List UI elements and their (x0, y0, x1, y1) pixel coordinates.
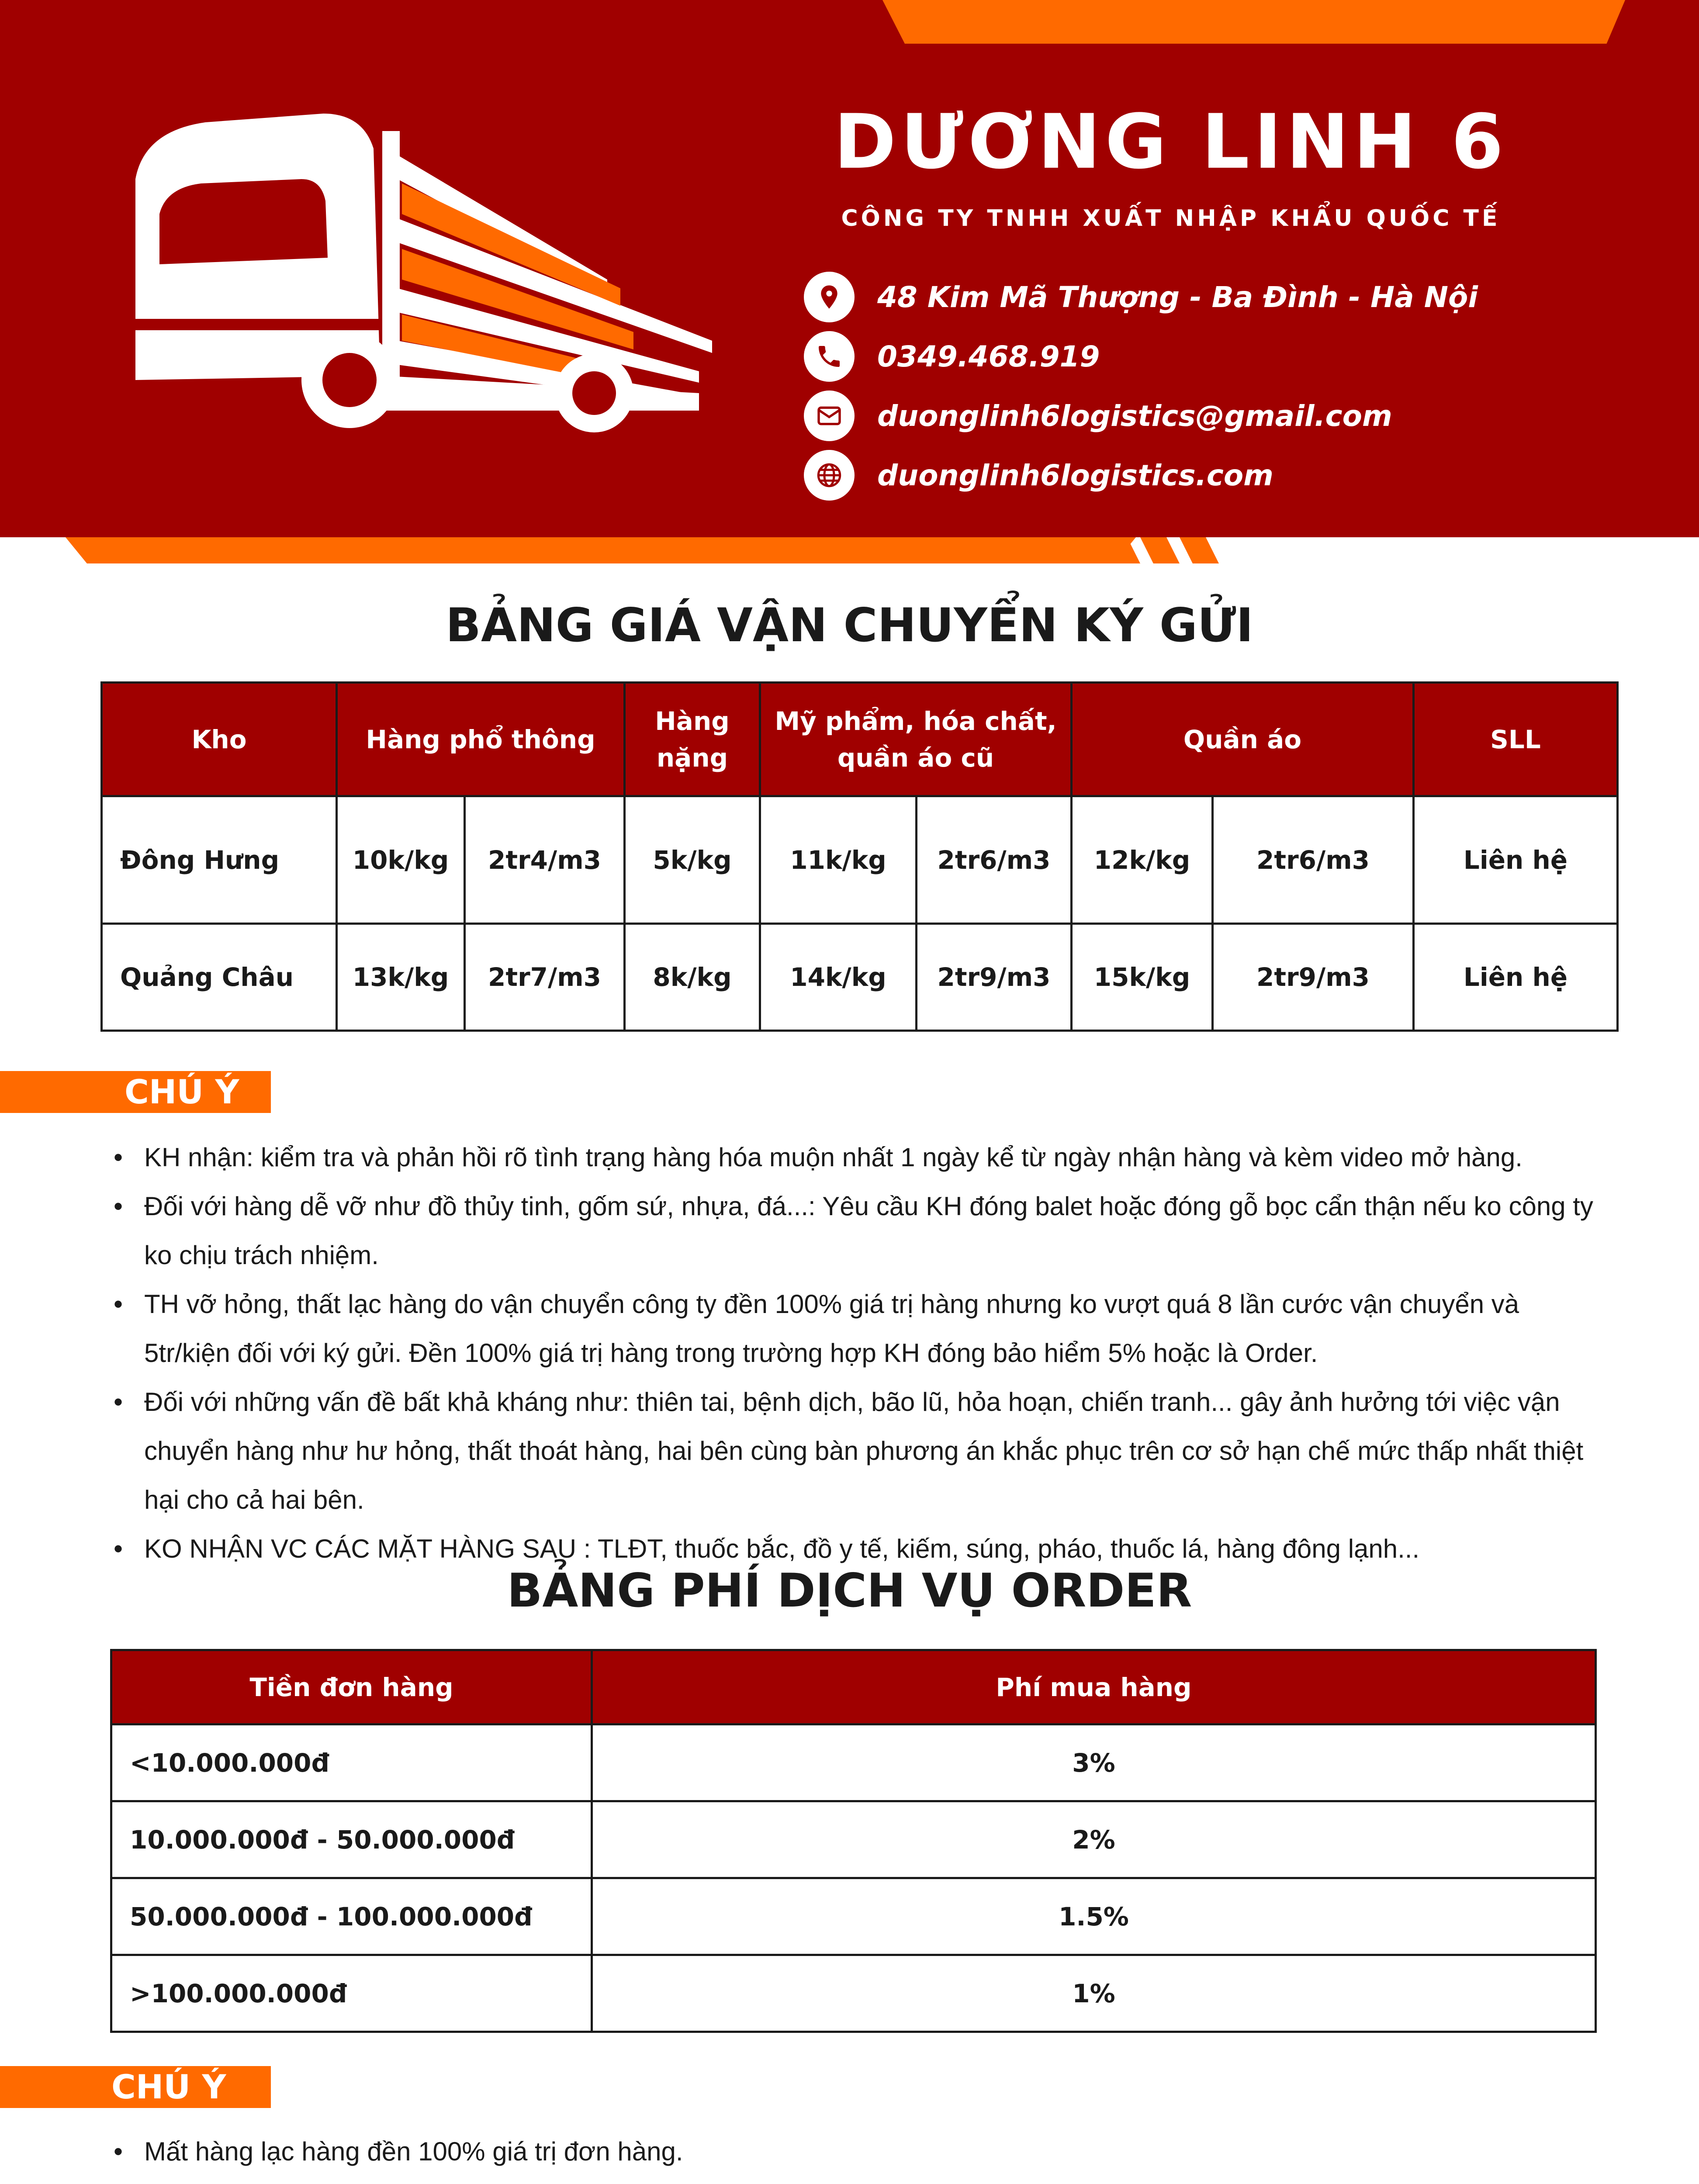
mail-icon (804, 390, 855, 441)
list-item: • KH nhận: kiểm tra và phản hồi rõ tình trạng hàng hóa muộn nhất 1 ngày kể từ ngày nhận hàng và kèm video mở hàng. (114, 1133, 1599, 1182)
price-cell: 2tr6/m3 (917, 796, 1072, 924)
contact-website (804, 449, 1273, 501)
order-range-cell: 50.000.000đ - 100.000.000đ (111, 1878, 592, 1955)
note-label: CHÚ Ý (0, 1071, 271, 1113)
table-row (111, 1878, 1596, 1955)
location-pin-icon (804, 272, 855, 322)
price-cell: 13k/kg (337, 924, 465, 1031)
shipping-title: BẢNG GIÁ VẬN CHUYỂN KÝ GỬI (446, 598, 1253, 652)
phone-text[interactable]: 0349.468.919 (877, 339, 1100, 373)
fee-cell: 3% (592, 1724, 1596, 1801)
order-range-cell: 10.000.000đ - 50.000.000đ (111, 1801, 592, 1878)
order-title: BẢNG PHÍ DỊCH VỤ ORDER (507, 1564, 1192, 1617)
price-cell: 15k/kg (1072, 924, 1213, 1031)
table-row (102, 796, 1618, 924)
shipping-price-table (100, 681, 1619, 1032)
brand-name: DƯƠNG LINH 6 (834, 98, 1508, 186)
contact-email (804, 390, 1392, 442)
price-cell: Liên hệ (1414, 924, 1618, 1031)
table-row (111, 1955, 1596, 2032)
order-notes-list (114, 2127, 1599, 2184)
list-item: • Mất hàng lạc hàng đền 100% giá trị đơn hàng. (114, 2127, 1599, 2176)
email-link[interactable]: duonglinh6logistics@gmail.com (877, 399, 1392, 433)
column-header: Kho (102, 683, 337, 796)
table-row (111, 1801, 1596, 1878)
contact-phone (804, 330, 1100, 383)
fee-cell: 2% (592, 1801, 1596, 1878)
table-header-row (102, 683, 1618, 796)
list-item: • Đối với hàng dễ vỡ như đồ thủy tinh, gốm sứ, nhựa, đá...: Yêu cầu KH đóng balet hoặc đóng gỗ bọc cẩn thận nếu ko công ty ko chịu trách nhiệm. (114, 1182, 1599, 1280)
address-text: 48 Kim Mã Thượng - Ba Đình - Hà Nội (877, 280, 1478, 314)
header-banner (0, 0, 1699, 537)
header-accent-stripes (1092, 537, 1267, 563)
phone-icon (804, 331, 855, 382)
order-range-cell: >100.000.000đ (111, 1955, 592, 2032)
price-cell: 12k/kg (1072, 796, 1213, 924)
table-header-row (111, 1650, 1596, 1724)
table-row (111, 1724, 1596, 1801)
column-header: Phí mua hàng (592, 1650, 1596, 1724)
globe-icon (804, 450, 855, 501)
truck-icon (118, 114, 721, 437)
list-item (114, 2176, 1599, 2184)
price-cell: 2tr9/m3 (1213, 924, 1414, 1031)
header-accent-top (882, 0, 1625, 44)
column-header: Hàng phổ thông (337, 683, 625, 796)
column-header: Tiền đơn hàng (111, 1650, 592, 1724)
price-cell: 2tr4/m3 (465, 796, 625, 924)
price-cell: 2tr7/m3 (465, 924, 625, 1031)
column-header: Mỹ phẩm, hóa chất, quần áo cũ (760, 683, 1072, 796)
list-item: • KO NHẬN VC CÁC MẶT HÀNG SAU : TLĐT, thuốc bắc, đồ y tế, kiếm, súng, pháo, thuốc lá, hàng đông lạnh... (114, 1524, 1599, 1573)
header-accent-bottom (66, 537, 1136, 563)
price-cell: 5k/kg (625, 796, 760, 924)
table-row (102, 924, 1618, 1031)
price-cell: 2tr9/m3 (917, 924, 1072, 1031)
fee-cell: 1.5% (592, 1878, 1596, 1955)
price-cell: 11k/kg (760, 796, 917, 924)
contact-address (804, 271, 1478, 323)
list-item: • TH vỡ hỏng, thất lạc hàng do vận chuyển công ty đền 100% giá trị hàng nhưng ko vượt quá 8 lần cước vận chuyển và 5tr/kiện đối với ký gửi. Đền 100% giá trị hàng trong trường hợp KH đóng bảo hiểm 5% hoặc là Order. (114, 1280, 1599, 1378)
column-header: SLL (1414, 683, 1618, 796)
price-cell: 10k/kg (337, 796, 465, 924)
list-item: • Đối với những vấn đề bất khả kháng như: thiên tai, bệnh dịch, bão lũ, hỏa hoạn, chiến tranh... gây ảnh hưởng tới việc vận chuyển hàng như hư hỏng, thất thoát hàng, hai bên cùng bàn phương án khắc phục trên cơ sở hạn chế mức thấp nhất thiệt hại cho cả hai bên. (114, 1378, 1599, 1524)
column-header: Hàng nặng (625, 683, 760, 796)
warehouse-cell: Đông Hưng (102, 796, 337, 924)
price-cell: 2tr6/m3 (1213, 796, 1414, 924)
order-fee-table (110, 1649, 1597, 2033)
company-subtitle: CÔNG TY TNHH XUẤT NHẬP KHẨU QUỐC TẾ (841, 205, 1501, 232)
column-header: Quần áo (1072, 683, 1414, 796)
note-label: CHÚ Ý (0, 2066, 271, 2108)
shipping-notes-list (114, 1133, 1599, 1573)
website-link[interactable]: duonglinh6logistics.com (877, 458, 1273, 492)
warehouse-cell: Quảng Châu (102, 924, 337, 1031)
order-range-cell: <10.000.000đ (111, 1724, 592, 1801)
fee-cell: 1% (592, 1955, 1596, 2032)
price-cell: 14k/kg (760, 924, 917, 1031)
price-cell: Liên hệ (1414, 796, 1618, 924)
price-cell: 8k/kg (625, 924, 760, 1031)
